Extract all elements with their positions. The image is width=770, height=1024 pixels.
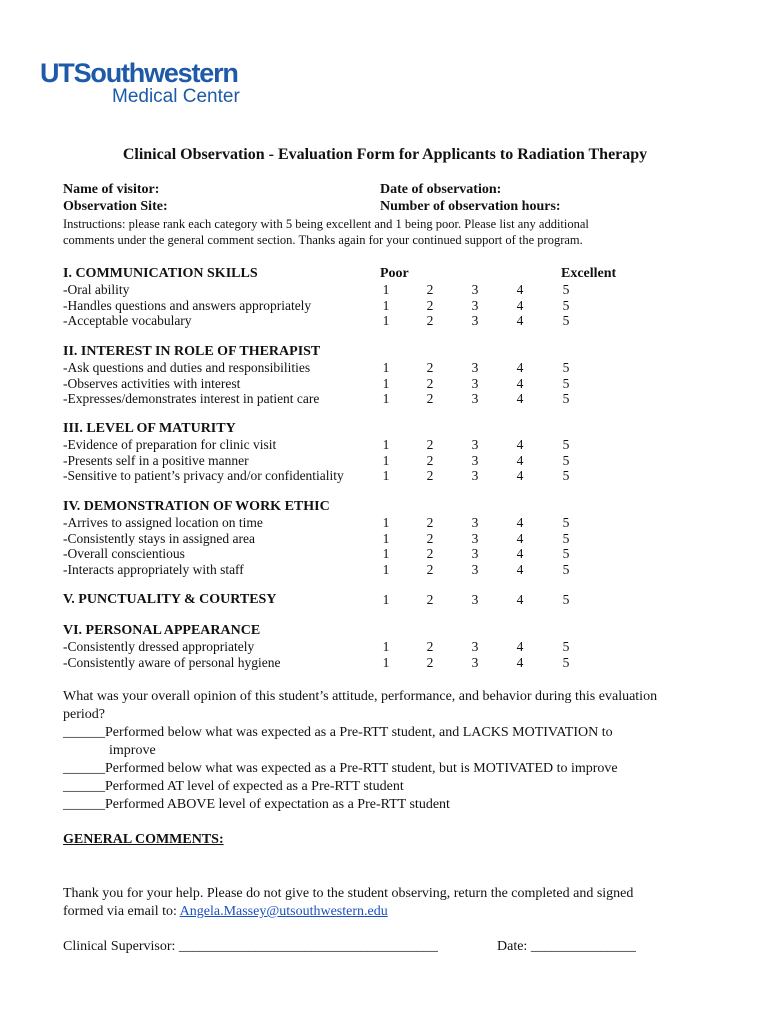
rating-item-label: -Acceptable vocabulary — [63, 313, 192, 328]
rating-option-4[interactable]: 4 — [516, 391, 524, 406]
rating-option-1[interactable]: 1 — [382, 452, 390, 468]
opinion-option-1-continuation: improve — [109, 743, 156, 758]
rating-option-4[interactable]: 4 — [516, 546, 524, 561]
rating-option-2[interactable]: 2 — [426, 391, 434, 406]
rating-option-3[interactable]: 3 — [471, 654, 479, 670]
rating-option-5[interactable]: 5 — [562, 437, 570, 452]
opinion-option-4[interactable] — [63, 797, 450, 813]
rating-option-2[interactable]: 2 — [426, 530, 434, 546]
rating-option-3[interactable]: 3 — [471, 297, 479, 313]
rating-option-4[interactable]: 4 — [516, 313, 524, 328]
rating-item-label: -Observes activities with interest — [63, 375, 241, 391]
rating-row — [63, 282, 683, 298]
rating-option-5[interactable]: 5 — [562, 561, 570, 577]
supervisor-signature-line[interactable]: Clinical Supervisor: _____________________________________ — [63, 939, 438, 954]
logo-line-2: Medical Center — [112, 86, 240, 107]
rating-option-1[interactable]: 1 — [382, 654, 390, 670]
general-comments-heading: GENERAL COMMENTS: — [63, 832, 224, 847]
rating-option-1[interactable]: 1 — [382, 313, 390, 328]
rating-option-3[interactable]: 3 — [471, 375, 479, 391]
email-link[interactable]: Angela.Massey@utsouthwestern.edu — [179, 904, 388, 919]
rating-option-3[interactable]: 3 — [471, 468, 479, 483]
rating-row — [63, 562, 683, 578]
rating-row — [63, 437, 683, 453]
rating-option-5[interactable]: 5 — [562, 360, 570, 375]
rating-option-2[interactable]: 2 — [426, 546, 434, 561]
rating-option-5[interactable]: 5 — [562, 546, 570, 561]
rating-option-4[interactable]: 4 — [516, 530, 524, 546]
rating-option-3[interactable]: 3 — [471, 313, 479, 328]
rating-option-1[interactable]: 1 — [382, 360, 390, 375]
rating-row — [63, 515, 683, 531]
rating-item-label: -Handles questions and answers appropriately — [63, 297, 312, 313]
rating-option-3[interactable]: 3 — [471, 546, 479, 561]
section-title: I. COMMUNICATION SKILLS — [63, 266, 258, 281]
rating-option-2[interactable]: 2 — [426, 437, 434, 452]
rating-option-2[interactable]: 2 — [426, 452, 434, 468]
rating-option-1[interactable]: 1 — [382, 546, 390, 561]
rating-option-1[interactable]: 1 — [382, 468, 390, 483]
rating-option-4[interactable]: 4 — [516, 639, 524, 654]
rating-option-2[interactable]: 2 — [426, 313, 434, 328]
option-blank: ______ — [63, 779, 105, 794]
rating-option-1[interactable]: 1 — [382, 515, 390, 530]
instructions-line-1: Instructions: please rank each category with 5 being excellent and 1 being poor. Please list any additional — [63, 217, 589, 231]
opinion-question-line-2: period? — [63, 707, 105, 722]
rating-option-5[interactable]: 5 — [562, 468, 570, 483]
rating-option-5[interactable]: 5 — [562, 452, 570, 468]
rating-option-4[interactable]: 4 — [516, 375, 524, 391]
rating-option-4[interactable]: 4 — [516, 654, 524, 670]
rating-option-4[interactable]: 4 — [516, 437, 524, 452]
rating-option-5[interactable]: 5 — [562, 375, 570, 391]
option-text: Performed ABOVE level of expectation as a Pre-RTT student — [105, 797, 450, 812]
option-text: Performed AT level of expected as a Pre-RTT student — [105, 779, 404, 794]
rating-option-3[interactable]: 3 — [471, 282, 479, 297]
instructions-line-2: comments under the general comment section. Thanks again for your continued support of the program. — [63, 233, 583, 247]
rating-option-5[interactable]: 5 — [562, 654, 570, 670]
rating-option-2[interactable]: 2 — [426, 592, 434, 607]
rating-option-3[interactable]: 3 — [471, 530, 479, 546]
rating-row — [63, 655, 683, 671]
observation-site-label: Observation Site: — [63, 199, 168, 214]
rating-option-1[interactable]: 1 — [382, 282, 390, 297]
visitor-name-label: Name of visitor: — [63, 182, 160, 197]
rating-row — [63, 298, 683, 314]
rating-option-4[interactable]: 4 — [516, 468, 524, 483]
rating-option-5[interactable]: 5 — [562, 515, 570, 530]
rating-item-label: -Sensitive to patient’s privacy and/or confidentiality — [63, 468, 344, 483]
rating-option-2[interactable]: 2 — [426, 561, 434, 577]
rating-option-5[interactable]: 5 — [562, 313, 570, 328]
rating-option-4[interactable]: 4 — [516, 452, 524, 468]
rating-option-2[interactable]: 2 — [426, 297, 434, 313]
rating-option-2[interactable]: 2 — [426, 468, 434, 483]
rating-option-1[interactable]: 1 — [382, 437, 390, 452]
rating-option-2[interactable]: 2 — [426, 375, 434, 391]
rating-option-1[interactable]: 1 — [382, 639, 390, 654]
rating-option-2[interactable]: 2 — [426, 515, 434, 530]
rating-option-4[interactable]: 4 — [516, 360, 524, 375]
thanks-line-2 — [63, 904, 388, 920]
rating-option-3[interactable]: 3 — [471, 360, 479, 375]
opinion-question-line-1: What was your overall opinion of this student’s attitude, performance, and behavior during this evaluation — [63, 689, 658, 704]
rating-row — [63, 453, 683, 469]
rating-item-label: -Presents self in a positive manner — [63, 452, 249, 468]
option-blank: ______ — [63, 761, 105, 776]
rating-item-label: -Consistently stays in assigned area — [63, 530, 255, 546]
option-text: Performed below what was expected as a Pre-RTT student, but is MOTIVATED to improve — [105, 761, 618, 776]
rating-option-1[interactable]: 1 — [382, 530, 390, 546]
rating-item-label: -Overall conscientious — [63, 546, 185, 561]
option-text: Performed below what was expected as a Pre-RTT student, and LACKS MOTIVATION to — [105, 725, 613, 740]
rating-option-5[interactable]: 5 — [562, 282, 570, 297]
rating-option-3[interactable]: 3 — [471, 515, 479, 530]
rating-row — [63, 546, 683, 562]
signature-date-line[interactable]: Date: _______________ — [497, 939, 636, 954]
section-title: III. LEVEL OF MATURITY — [63, 421, 236, 436]
section-title: V. PUNCTUALITY & COURTESY — [63, 592, 277, 607]
rating-option-3[interactable]: 3 — [471, 437, 479, 452]
rating-item-label: -Consistently dressed appropriately — [63, 639, 255, 654]
rating-item-label: -Evidence of preparation for clinic visit — [63, 437, 277, 452]
page-title: Clinical Observation - Evaluation Form for Applicants to Radiation Therapy — [122, 146, 648, 163]
scale-poor-label: Poor — [380, 266, 409, 281]
rating-item-label: -Oral ability — [63, 282, 130, 297]
rating-option-2[interactable]: 2 — [426, 282, 434, 297]
rating-option-1[interactable]: 1 — [382, 297, 390, 313]
rating-option-4[interactable]: 4 — [516, 561, 524, 577]
rating-item-label: -Interacts appropriately with staff — [63, 561, 244, 577]
rating-option-5[interactable]: 5 — [562, 592, 570, 607]
rating-option-1[interactable]: 1 — [382, 592, 390, 607]
rating-row — [63, 391, 683, 407]
rating-option-3[interactable]: 3 — [471, 592, 479, 607]
rating-option-4[interactable]: 4 — [516, 297, 524, 313]
rating-option-4[interactable]: 4 — [516, 592, 524, 607]
rating-item-label: -Arrives to assigned location on time — [63, 515, 263, 530]
rating-item-label: -Consistently aware of personal hygiene — [63, 654, 281, 670]
opinion-option-1[interactable] — [63, 725, 613, 741]
option-blank: ______ — [63, 797, 105, 812]
rating-row — [63, 313, 683, 329]
rating-option-5[interactable]: 5 — [562, 639, 570, 654]
rating-option-5[interactable]: 5 — [562, 391, 570, 406]
rating-item-label: -Ask questions and duties and responsibilities — [63, 360, 311, 375]
rating-option-1[interactable]: 1 — [382, 375, 390, 391]
rating-row — [63, 468, 683, 484]
thanks-prefix: formed via email to: — [63, 904, 180, 919]
rating-option-2[interactable]: 2 — [426, 654, 434, 670]
rating-option-3[interactable]: 3 — [471, 452, 479, 468]
opinion-option-3[interactable] — [63, 779, 404, 795]
section-title: II. INTEREST IN ROLE OF THERAPIST — [63, 344, 321, 359]
rating-row — [63, 592, 683, 608]
rating-option-4[interactable]: 4 — [516, 282, 524, 297]
rating-option-5[interactable]: 5 — [562, 297, 570, 313]
section-title: VI. PERSONAL APPEARANCE — [63, 623, 261, 638]
observation-date-label: Date of observation: — [380, 182, 502, 197]
rating-option-1[interactable]: 1 — [382, 561, 390, 577]
option-blank: ______ — [63, 725, 105, 740]
scale-excellent-label: Excellent — [561, 266, 617, 281]
rating-option-3[interactable]: 3 — [471, 639, 479, 654]
rating-row — [63, 360, 683, 376]
logo-line-1: UTSouthwestern — [40, 58, 238, 88]
rating-row — [63, 531, 683, 547]
rating-option-3[interactable]: 3 — [471, 391, 479, 406]
section-title: IV. DEMONSTRATION OF WORK ETHIC — [63, 499, 330, 514]
observation-hours-label: Number of observation hours: — [380, 199, 561, 214]
opinion-option-2[interactable] — [63, 761, 618, 777]
rating-row — [63, 376, 683, 392]
rating-option-1[interactable]: 1 — [382, 391, 390, 406]
rating-option-3[interactable]: 3 — [471, 561, 479, 577]
rating-option-2[interactable]: 2 — [426, 360, 434, 375]
thanks-line-1: Thank you for your help. Please do not give to the student observing, return the completed and signed — [63, 886, 634, 901]
rating-item-label: -Expresses/demonstrates interest in patient care — [63, 391, 320, 406]
rating-row — [63, 639, 683, 655]
rating-option-5[interactable]: 5 — [562, 530, 570, 546]
rating-option-4[interactable]: 4 — [516, 515, 524, 530]
rating-option-2[interactable]: 2 — [426, 639, 434, 654]
